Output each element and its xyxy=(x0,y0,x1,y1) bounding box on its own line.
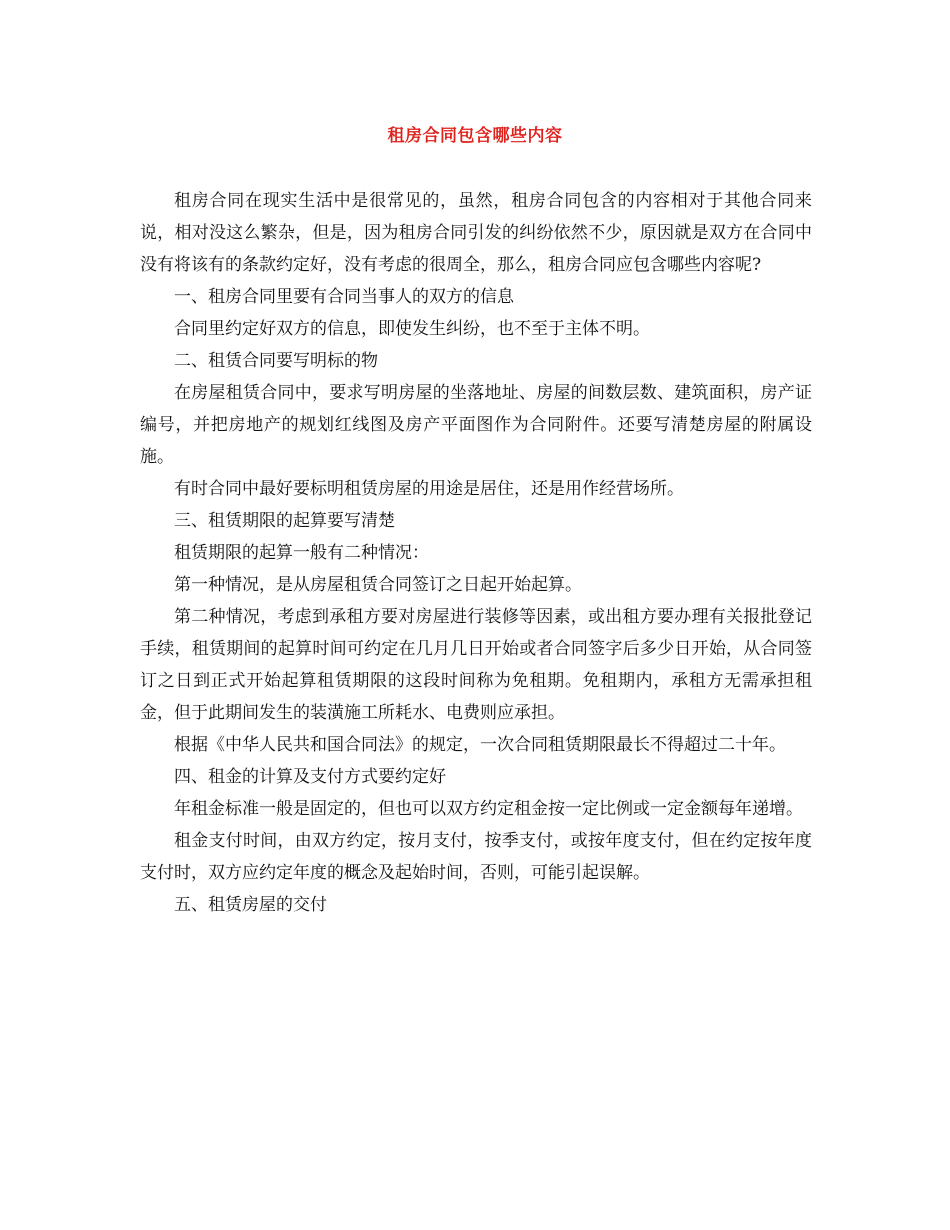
section-heading-2: 二、租赁合同要写明标的物 xyxy=(174,351,378,371)
body-paragraph: 租金支付时间，由双方约定，按月支付，按季支付，或按年度支付，但在约定按年度支付时，双方应约定年度的概念及起始时间，否则，可能引起误解。 xyxy=(140,831,812,883)
section-heading-1: 一、租房合同里要有合同当事人的双方的信息 xyxy=(174,287,514,307)
body-paragraph: 第二种情况，考虑到承租方要对房屋进行装修等因素，或出租方要办理有关报批登记手续，租赁期间的起算时间可约定在几月几日开始或者合同签字后多少日开始，从合同签订之日到正式开始起算租赁期限的这段时间称为免租期。免租期内，承租方无需承担租金，但于此期间发生的装潢施工所耗水、电费则应承担。 xyxy=(140,607,812,723)
body-paragraph: 在房屋租赁合同中，要求写明房屋的坐落地址、房屋的间数层数、建筑面积，房产证编号，并把房地产的规划红线图及房产平面图作为合同附件。还要写清楚房屋的附属设施。 xyxy=(140,383,812,467)
body-paragraph: 合同里约定好双方的信息，即使发生纠纷，也不至于主体不明。 xyxy=(174,319,650,339)
body-paragraph: 年租金标准一般是固定的，但也可以双方约定租金按一定比例或一定金额每年递增。 xyxy=(174,799,803,819)
body-paragraph: 第一种情况，是从房屋租赁合同签订之日起开始起算。 xyxy=(174,575,582,595)
intro-paragraph: 租房合同在现实生活中是很常见的，虽然，租房合同包含的内容相对于其他合同来说，相对没这么繁杂，但是，因为租房合同引发的纠纷依然不少，原因就是双方在合同中没有将该有的条款约定好，没有考虑的很周全，那么，租房合同应包含哪些内容呢? xyxy=(140,191,812,275)
body-paragraph: 有时合同中最好要标明租赁房屋的用途是居住，还是用作经营场所。 xyxy=(174,479,684,499)
document-body xyxy=(140,185,812,921)
section-heading-5: 五、租赁房屋的交付 xyxy=(174,895,327,915)
document-title: 租房合同包含哪些内容 xyxy=(387,126,563,146)
body-paragraph: 租赁期限的起算一般有二种情况： xyxy=(174,543,429,563)
body-paragraph: 根据《中华人民共和国合同法》的规定，一次合同租赁期限最长不得超过二十年。 xyxy=(174,735,786,755)
section-heading-3: 三、租赁期限的起算要写清楚 xyxy=(174,511,395,531)
section-heading-4: 四、租金的计算及支付方式要约定好 xyxy=(174,767,446,787)
